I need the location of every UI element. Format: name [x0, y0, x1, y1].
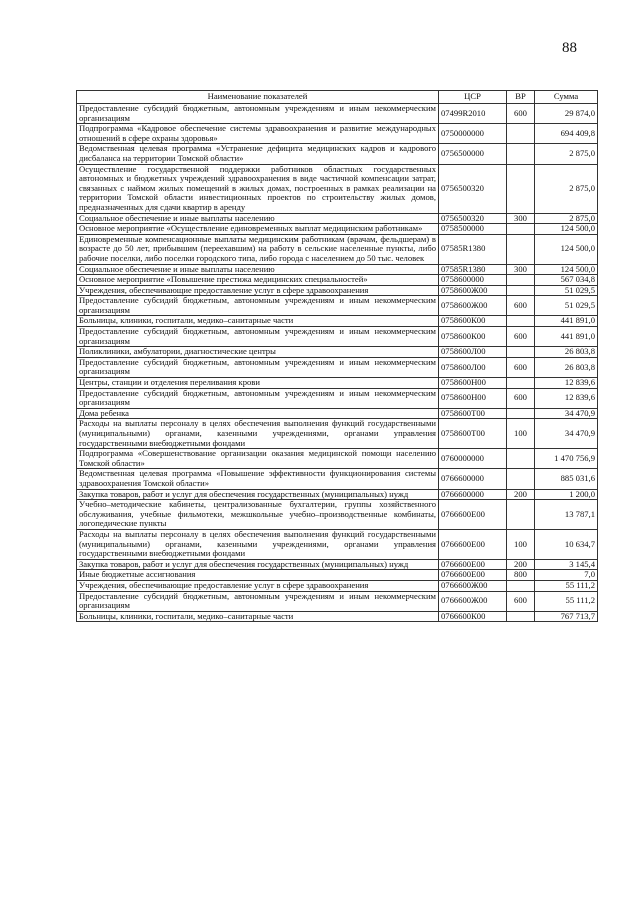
cell-vr: [507, 449, 535, 469]
cell-vr: [507, 234, 535, 264]
cell-vr: 600: [507, 591, 535, 611]
table-row: [77, 580, 598, 591]
cell-vr: 600: [507, 104, 535, 124]
header-name: Наименование показателей: [77, 91, 439, 104]
cell-name: Предоставление субсидий бюджетным, автономным учреждениям и иным некоммерческим организациям: [77, 327, 439, 347]
cell-sum: 34 470,9: [535, 419, 598, 449]
page-number: 88: [562, 40, 577, 56]
cell-name: Основное мероприятие «Повышение престижа медицинских специальностей»: [77, 275, 439, 286]
cell-csr: 0766600Е00: [439, 570, 507, 581]
cell-name: Больницы, клиники, госпитали, медико–санитарные части: [77, 316, 439, 327]
cell-vr: [507, 469, 535, 489]
cell-sum: 124 500,0: [535, 224, 598, 235]
cell-vr: [507, 500, 535, 530]
cell-vr: [507, 378, 535, 389]
cell-name: Расходы на выплаты персоналу в целях обеспечения выполнения функций государственными (муниципальными) органами, казенными учреждениями, органами управления государственными внебюджетными фондами: [77, 419, 439, 449]
cell-vr: [507, 611, 535, 622]
cell-vr: 200: [507, 559, 535, 570]
cell-sum: 26 803,8: [535, 357, 598, 377]
cell-sum: 13 787,1: [535, 500, 598, 530]
cell-csr: 0766600К00: [439, 611, 507, 622]
cell-vr: [507, 275, 535, 286]
cell-csr: 0758600Ж00: [439, 296, 507, 316]
table-row: [77, 559, 598, 570]
cell-vr: [507, 164, 535, 213]
cell-csr: 0766600Е00: [439, 529, 507, 559]
cell-name: Поликлиники, амбулатории, диагностические центры: [77, 347, 439, 358]
cell-csr: 0758600Л00: [439, 347, 507, 358]
cell-sum: 694 409,8: [535, 124, 598, 144]
cell-name: Центры, станции и отделения переливания крови: [77, 378, 439, 389]
cell-csr: 0758600000: [439, 275, 507, 286]
table-row: [77, 591, 598, 611]
header-sum: Сумма: [535, 91, 598, 104]
cell-name: Учебно–методические кабинеты, централизованные бухгалтерии, группы хозяйственного обслуживания, учебные фильмотеки, межшкольные учебно–производственные комбинаты, логопедические пункты: [77, 500, 439, 530]
table-row: [77, 164, 598, 213]
table-row: [77, 234, 598, 264]
table-row: [77, 469, 598, 489]
table-row: [77, 347, 598, 358]
cell-csr: 0756500320: [439, 213, 507, 224]
cell-sum: 3 145,4: [535, 559, 598, 570]
cell-vr: 100: [507, 529, 535, 559]
table-row: [77, 124, 598, 144]
table-row: [77, 357, 598, 377]
cell-csr: 0766600Ж00: [439, 580, 507, 591]
cell-vr: 300: [507, 213, 535, 224]
cell-vr: 600: [507, 296, 535, 316]
cell-vr: 300: [507, 264, 535, 275]
header-csr: ЦСР: [439, 91, 507, 104]
cell-sum: 26 803,8: [535, 347, 598, 358]
table-row: [77, 500, 598, 530]
cell-sum: 767 713,7: [535, 611, 598, 622]
table-row: [77, 275, 598, 286]
cell-name: Больницы, клиники, госпитали, медико–санитарные части: [77, 611, 439, 622]
cell-vr: [507, 408, 535, 419]
table-row: [77, 378, 598, 389]
cell-name: Ведомственная целевая программа «Устранение дефицита медицинских кадров и кадрового дисбаланса на территории Томской области»: [77, 144, 439, 164]
cell-sum: 441 891,0: [535, 327, 598, 347]
cell-sum: 2 875,0: [535, 213, 598, 224]
cell-name: Предоставление субсидий бюджетным, автономным учреждениям и иным некоммерческим организациям: [77, 357, 439, 377]
table-row: [77, 316, 598, 327]
table-row: [77, 224, 598, 235]
cell-vr: 100: [507, 419, 535, 449]
table-row: [77, 388, 598, 408]
table-row: [77, 449, 598, 469]
cell-vr: 200: [507, 489, 535, 500]
cell-csr: 0750000000: [439, 124, 507, 144]
table-row: [77, 570, 598, 581]
header-vr: ВР: [507, 91, 535, 104]
table-body: [77, 104, 598, 622]
cell-vr: [507, 224, 535, 235]
cell-vr: [507, 347, 535, 358]
cell-name: Дома ребенка: [77, 408, 439, 419]
cell-csr: 0760000000: [439, 449, 507, 469]
table-row: [77, 327, 598, 347]
cell-name: Предоставление субсидий бюджетным, автономным учреждениям и иным некоммерческим организациям: [77, 591, 439, 611]
cell-vr: [507, 144, 535, 164]
table-row: [77, 419, 598, 449]
cell-csr: 0758600К00: [439, 327, 507, 347]
cell-csr: 0756500000: [439, 144, 507, 164]
cell-vr: 600: [507, 388, 535, 408]
table-row: [77, 296, 598, 316]
cell-sum: 10 634,7: [535, 529, 598, 559]
cell-sum: 567 034,8: [535, 275, 598, 286]
cell-name: Предоставление субсидий бюджетным, автономным учреждениям и иным некоммерческим организациям: [77, 388, 439, 408]
cell-name: Предоставление субсидий бюджетным, автономным учреждениям и иным некоммерческим организациям: [77, 104, 439, 124]
cell-sum: 55 111,2: [535, 580, 598, 591]
budget-table: [76, 90, 598, 622]
cell-vr: 600: [507, 357, 535, 377]
cell-csr: 0758500000: [439, 224, 507, 235]
cell-sum: 885 031,6: [535, 469, 598, 489]
cell-name: Единовременные компенсационные выплаты медицинским работникам (врачам, фельдшерам) в возрасте до 50 лет, прибывшим (переехавшим) на работу в сельские населенные пункты, либо рабочие поселки, либо поселки городского типа, либо города с населением до 50 тыс. человек: [77, 234, 439, 264]
cell-name: Учреждения, обеспечивающие предоставление услуг в сфере здравоохранения: [77, 285, 439, 296]
cell-name: Ведомственная целевая программа «Повышение эффективности функционирования системы здравоохранения Томской области»: [77, 469, 439, 489]
cell-name: Закупка товаров, работ и услуг для обеспечения государственных (муниципальных) нужд: [77, 559, 439, 570]
cell-name: Иные бюджетные ассигнования: [77, 570, 439, 581]
table-row: [77, 489, 598, 500]
cell-sum: 12 839,6: [535, 388, 598, 408]
cell-vr: 800: [507, 570, 535, 581]
cell-name: Социальное обеспечение и иные выплаты населению: [77, 213, 439, 224]
table-row: [77, 611, 598, 622]
table-row: [77, 264, 598, 275]
cell-sum: 29 874,0: [535, 104, 598, 124]
cell-sum: 124 500,0: [535, 234, 598, 264]
cell-csr: 07499R2010: [439, 104, 507, 124]
cell-sum: 34 470,9: [535, 408, 598, 419]
cell-csr: 0766600000: [439, 489, 507, 500]
cell-csr: 0766600Е00: [439, 559, 507, 570]
cell-name: Расходы на выплаты персоналу в целях обеспечения выполнения функций государственными (муниципальными) органами, казенными учреждениями, органами управления государственными внебюджетными фондами: [77, 529, 439, 559]
table-row: [77, 104, 598, 124]
table-row: [77, 529, 598, 559]
cell-name: Социальное обеспечение и иные выплаты населению: [77, 264, 439, 275]
table-row: [77, 213, 598, 224]
header-row: [77, 91, 598, 104]
cell-sum: 55 111,2: [535, 591, 598, 611]
cell-csr: 0758600Н00: [439, 378, 507, 389]
table-row: [77, 408, 598, 419]
cell-sum: 2 875,0: [535, 164, 598, 213]
cell-sum: 2 875,0: [535, 144, 598, 164]
cell-name: Осуществление государственной поддержки работников областных государственных автономных и бюджетных учреждений здравоохранения в виде частичной компенсации затрат, связанных с наймом жилых помещений в жилых домах, построенных в рамках реализации на территории Томской области инвестиционных проектов по строительству жилых домов, предназначенных для сдачи квартир в аренду: [77, 164, 439, 213]
cell-vr: [507, 285, 535, 296]
cell-csr: 0766600Ж00: [439, 591, 507, 611]
cell-csr: 07585R1380: [439, 264, 507, 275]
cell-csr: 0766600000: [439, 469, 507, 489]
cell-sum: 51 029,5: [535, 285, 598, 296]
cell-name: Предоставление субсидий бюджетным, автономным учреждениям и иным некоммерческим организациям: [77, 296, 439, 316]
cell-csr: 0758600К00: [439, 316, 507, 327]
cell-name: Основное мероприятие «Осуществление единовременных выплат медицинским работникам»: [77, 224, 439, 235]
cell-vr: [507, 580, 535, 591]
cell-sum: 7,0: [535, 570, 598, 581]
cell-vr: 600: [507, 327, 535, 347]
cell-csr: 0766600Е00: [439, 500, 507, 530]
cell-vr: [507, 316, 535, 327]
cell-vr: [507, 124, 535, 144]
cell-csr: 0758600Т00: [439, 419, 507, 449]
table-row: [77, 285, 598, 296]
cell-sum: 51 029,5: [535, 296, 598, 316]
cell-sum: 12 839,6: [535, 378, 598, 389]
cell-sum: 1 470 756,9: [535, 449, 598, 469]
cell-csr: 0758600Ж00: [439, 285, 507, 296]
cell-csr: 0758600Т00: [439, 408, 507, 419]
cell-name: Подпрограмма «Совершенствование организации оказания медицинской помощи населению Томской области»: [77, 449, 439, 469]
cell-csr: 07585R1380: [439, 234, 507, 264]
cell-csr: 0758600Л00: [439, 357, 507, 377]
cell-sum: 124 500,0: [535, 264, 598, 275]
cell-csr: 0758600Н00: [439, 388, 507, 408]
cell-sum: 1 200,0: [535, 489, 598, 500]
cell-csr: 0756500320: [439, 164, 507, 213]
cell-name: Учреждения, обеспечивающие предоставление услуг в сфере здравоохранения: [77, 580, 439, 591]
cell-name: Подпрограмма «Кадровое обеспечение системы здравоохранения и развитие международных отношений в сфере охраны здоровья»: [77, 124, 439, 144]
cell-sum: 441 891,0: [535, 316, 598, 327]
cell-name: Закупка товаров, работ и услуг для обеспечения государственных (муниципальных) нужд: [77, 489, 439, 500]
table-row: [77, 144, 598, 164]
